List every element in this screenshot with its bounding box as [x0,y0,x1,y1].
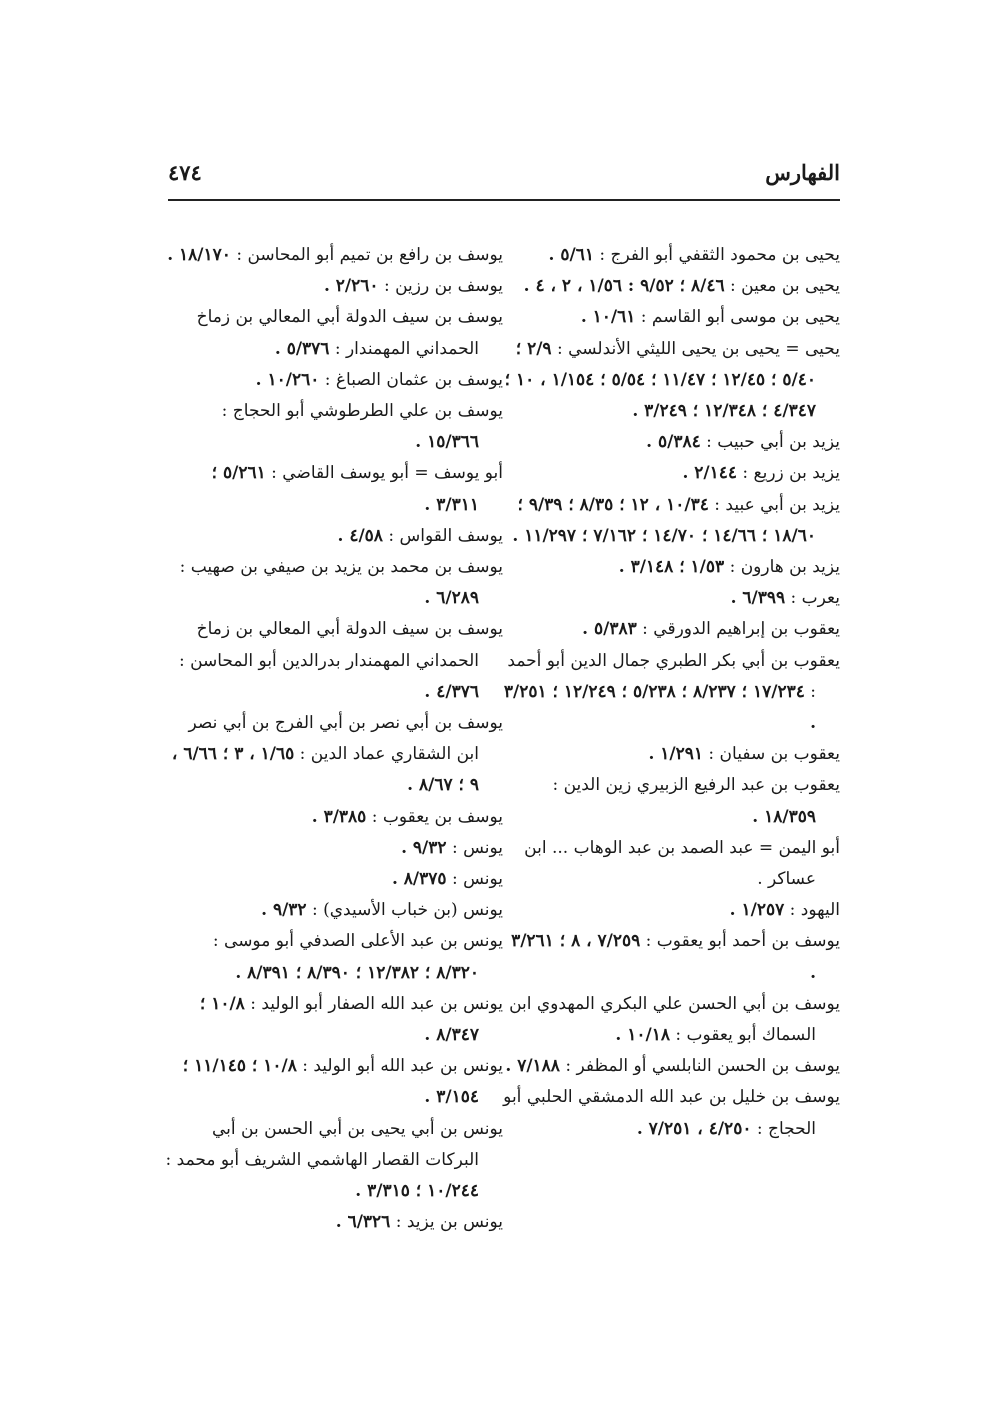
index-entry [502,926,840,988]
index-column-left [165,240,503,1239]
entry-name: يوسف بن رافع بن تميم أبو المحاسن : [236,245,503,265]
entry-name: يوسف بن أبي نصر بن أبي الفرج بن أبي نصر ابن الشقاري عماد الدين : [188,713,503,765]
index-entry [165,552,503,614]
entry-references: ٥/٣٧٦ . [274,338,330,359]
entry-references: ١٨/٣٥٩ . [752,806,816,827]
index-entry [502,646,840,740]
entry-name: يعقوب بن أبي بكر الطبري جمال الدين أبو أحمد : [507,650,840,702]
entry-references: ١٠/٢٦٠ . [255,369,320,390]
index-entry [165,864,503,895]
entry-references: ٢/٢٦٠ . [323,276,379,297]
entry-name: يوسف بن يعقوب : [371,806,503,827]
entry-references: ١٠/٢٤٤ ؛ ٣/٣١٥ . [355,1181,479,1202]
index-entry [165,833,503,864]
entry-name: اليهود : [789,900,840,921]
entry-references: ٤/٣٧٦ . [424,681,479,702]
index-entry [502,583,840,614]
index-entry [502,552,840,583]
entry-references: ٢/٩ ؛ ٥/٤٠ ؛ ١٢/٤٥ ؛ ١١/٤٧ ؛ ٥/٥٤ ؛ ١/١٥٤ ، ١٠ ؛ ٤/٣٤٧ ؛ ١٢/٣٤٨ ؛ ٣/٢٤٩ . [504,338,816,422]
entry-name: يوسف بن سيف الدولة أبي المعالي بن زماخ الحمداني المهمندار : [196,307,503,359]
index-entry [165,458,503,520]
entry-references: ١٧/٢٣٤ ؛ ٨/٢٣٧ ؛ ٥/٢٣٨ ؛ ١٢/٢٤٩ ؛ ٣/٢٥١ . [503,681,816,734]
entry-references: ١٥/٣٦٦ . [415,432,479,453]
entry-name: يوسف بن علي الطرطوشي أبو الحجاج : [221,401,503,422]
entry-references: ١٠/٣٤ ، ١٢ ؛ ٨/٣٥ ؛ ٩/٣٩ ؛ ١٨/٦٠ ؛ ١٤/٦٦ ؛ ١٤/٧٠ ؛ ٧/١٦٢ ؛ ١١/٢٩٧ . [512,494,816,546]
index-entry [165,396,503,458]
entry-name: يونس : [451,837,503,858]
entry-references: ١/٥٣ ؛ ٣/١٤٨ . [618,557,725,578]
entry-name: يحيى = يحيى بن يحيى الليثي الأندلسي : [556,338,840,359]
index-entry [502,240,840,271]
entry-references: ٦/٢٨٩ . [424,588,479,609]
entry-references: ٤/٥٨ . [337,525,383,546]
entry-references: ٥/٣٨٤ . [646,432,701,453]
entry-references: ٨/٤٦ ؛ ٩/٥٢ : ١/٥٦ ، ٢ ، ٤ . [523,276,725,297]
entry-name: يوسف بن محمد بن يزيد بن صيفي بن صهيب : [179,557,503,578]
entry-name: يحيى بن محمود الثقفي أبو الفرج : [599,245,840,265]
entry-references: ٨/٣٢٠ ؛ ١٢/٣٨٢ ؛ ٨/٣٩٠ ؛ ٨/٣٩١ . [235,962,479,983]
entry-references: ٨/٣٧٥ . [391,869,447,890]
entry-references: ٦/٣٩٩ . [730,588,786,609]
entry-references: ٤/٢٥٠ ، ٧/٢٥١ . [636,1118,752,1139]
index-entry [165,240,503,271]
index-entry [502,1082,840,1144]
entry-references: ١٨/١٧٠ . [167,245,231,265]
index-entry [165,708,503,802]
entry-name: يونس بن يزيد : [395,1212,503,1233]
entry-references: ٦/٣٢٦ . [335,1212,391,1233]
entry-name: يونس بن عبد الله أبو الوليد : [302,1056,503,1077]
entry-name: أبو يوسف = أبو يوسف القاضي : [271,463,503,484]
entry-references: ١٠/١٨ . [615,1025,670,1046]
entry-name: يعقوب بن سفيان : [708,744,840,765]
index-entry [165,802,503,833]
entry-references: ١٠/٨ ؛ ٨/٣٤٧ . [199,993,479,1046]
entry-name: يعقوب بن إبراهيم الدورقي : [642,619,840,640]
entry-references: ١/٢٥٧ . [729,900,785,921]
index-entry [502,458,840,489]
index-column-right [502,240,840,1145]
entry-name: يوسف بن أحمد أبو يعقوب : [645,931,840,952]
entry-references: ٩/٣٢ . [401,837,447,858]
entry-name: يحيى بن موسى أبو القاسم : [640,307,840,328]
index-entry [165,1207,503,1238]
index-entry [165,614,503,708]
entry-name: يعرب : [790,588,840,609]
index-entry [165,271,503,302]
entry-name: يوسف بن عثمان الصباغ : [324,369,503,390]
entry-name: يوسف بن رزين : [383,276,503,297]
entry-name: يوسف بن الحسن النابلسي أو المظفر : [565,1056,840,1077]
index-entry [502,334,840,428]
entry-name: يحيى بن معين : [730,276,840,297]
entry-references: ١/٢٩١ . [648,744,704,765]
index-entry [502,989,840,1051]
entry-name: يوسف بن أبي الحسن علي البكري المهدوي ابن السماك أبو يعقوب : [509,993,840,1046]
index-entry [502,833,840,895]
entry-references: ٥/٣٨٣ . [582,619,637,640]
entry-name: يوسف القواس : [388,525,503,546]
entry-name: يونس (بن خباب الأسيدي) : [311,900,503,921]
header-rule [168,199,840,201]
index-entry [502,614,840,645]
index-entry [165,895,503,926]
index-entry [502,770,840,832]
index-entry [502,895,840,926]
entry-references: ٩/٣٢ . [261,900,307,921]
index-entry [165,521,503,552]
index-entry [165,1114,503,1208]
entry-references: ٥/٢٦١ ؛ ٣/٣١١ . [211,463,479,515]
index-entry [165,365,503,396]
entry-references: ٧/٢٥٩ ، ٨ ؛ ٣/٢٦١ . [511,931,816,983]
index-entry [502,271,840,302]
entry-references: ٧/١٨٨ . [505,1056,560,1077]
entry-name: أبو اليمن = عبد الصمد بن عبد الوهاب ... ابن عساكر . [524,837,840,890]
section-title: الفهارس [765,160,840,185]
entry-references: ٢/١٤٤ . [682,463,738,484]
index-entry [165,926,503,988]
entry-name: يزيد بن زريع : [742,463,840,484]
entry-name: يزيد بن أبي عبيد : [714,494,840,515]
entry-name: يونس بن أبي يحيى بن أبي الحسن بن أبي البركات القصار الهاشمي الشريف أبو محمد : [165,1118,503,1170]
entry-references: ١/٦٥ ، ٣ ؛ ٦/٦٦ ، ٩ ؛ ٨/٦٧ . [171,744,479,796]
index-entry [502,490,840,552]
entry-name: يوسف بن سيف الدولة أبي المعالي بن زماخ الحمداني المهمندار بدرالدين أبو المحاسن : [178,619,503,671]
index-entry [502,302,840,333]
entry-references: ١٠/٦١ . [580,307,636,328]
index-entry [502,739,840,770]
index-entry [165,989,503,1051]
entry-name: يوسف بن خليل بن عبد الله الدمشقي الحلبي أبو الحجاج : [503,1087,840,1139]
entry-references: ١٠/٨ ؛ ١١/١٤٥ ؛ ٣/١٥٤ . [182,1056,479,1108]
entry-name: يونس : [451,869,503,890]
page-header [168,156,840,196]
page-number: ٤٧٤ [168,160,202,185]
index-entry [165,302,503,364]
entry-references: ٣/٣٨٥ . [311,806,367,827]
entry-name: يزيد بن هارون : [729,557,840,578]
entry-references: ٥/٦١ . [548,245,594,265]
entry-name: يعقوب بن عبد الرفيع الزبيري زين الدين : [552,775,840,796]
entry-name: يونس بن عبد الله الصفار أبو الوليد : [250,993,503,1014]
index-entry [502,1051,840,1082]
entry-name: يزيد بن أبي حبيب : [706,432,840,453]
index-entry [165,1051,503,1113]
index-entry [502,427,840,458]
entry-name: يونس بن عبد الأعلى الصدفي أبو موسى : [212,931,503,952]
